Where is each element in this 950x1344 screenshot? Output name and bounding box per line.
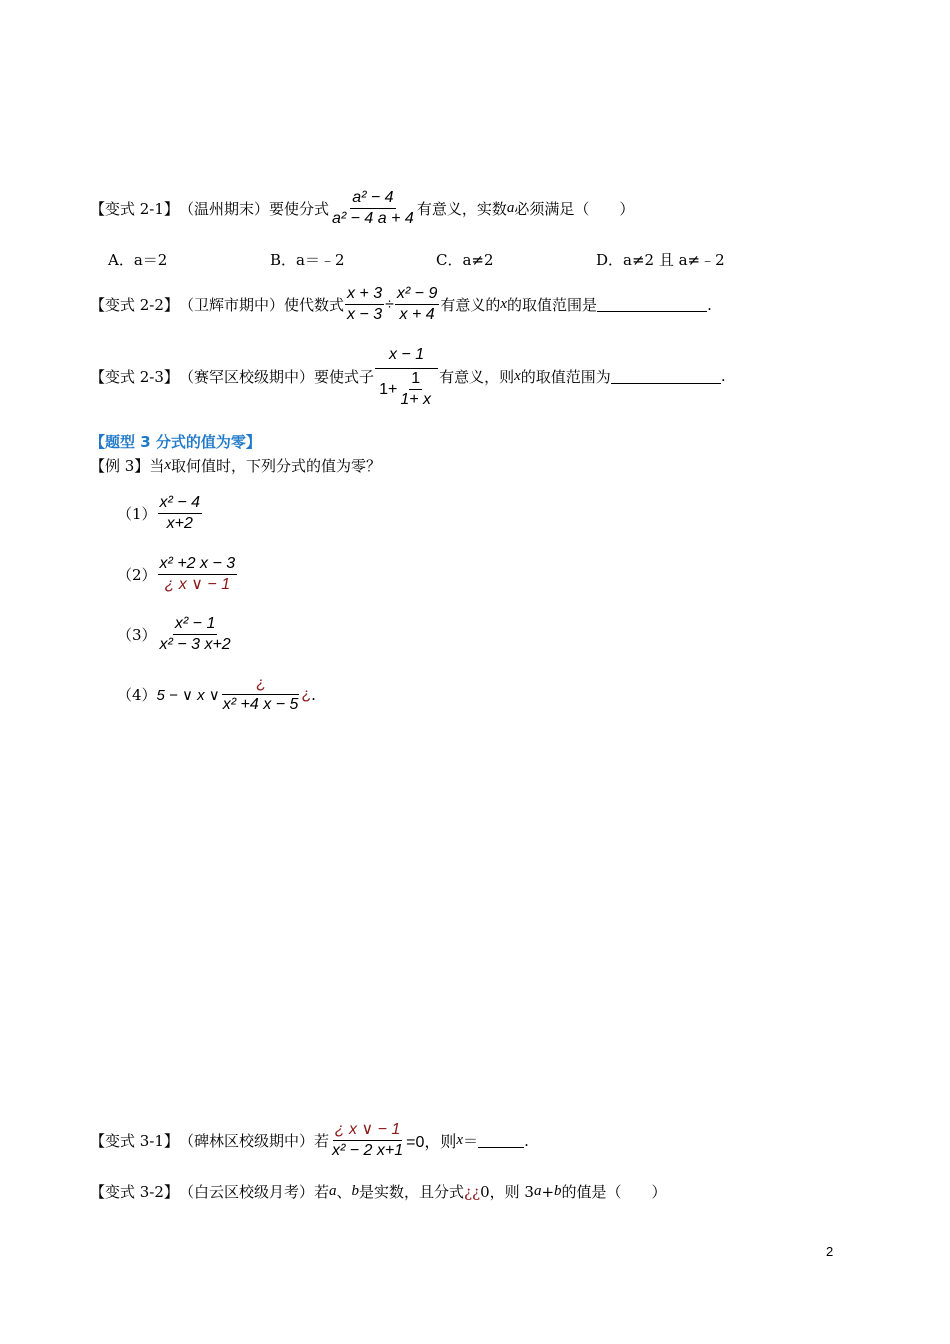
expression-lead: 5 − ∨ x ∨ [156,686,220,704]
numerator: x² − 4 [158,493,202,514]
question-text: 要使分式 [268,200,329,218]
example-3 [90,455,381,476]
period: . [524,1131,529,1150]
option-a-text: A．a＝2 [108,251,168,269]
fraction [158,614,233,655]
variant-label: 【变式 3-1】 [90,1132,179,1150]
plus-sign: + [541,1182,555,1201]
variable-b: b [351,1183,359,1199]
example-text: 当 [149,457,165,475]
denominator-lead: 1+ [379,380,398,398]
variant-3-2 [90,1181,667,1202]
source-note: （温州期末） [178,200,269,218]
example-label: 【例 3】 [90,457,150,475]
question-text: 0，则 3 [480,1183,534,1201]
numerator: x − 1 [375,342,438,369]
variable-a: a [328,1183,337,1199]
variant-label: 【变式 2-3】 [90,367,179,386]
source-note: （赛罕区校级期中） [178,367,314,386]
numerator: a² − 4 [350,188,395,209]
sub-question-4 [117,674,316,715]
denominator [377,369,436,410]
sub-label: （3） [117,626,157,644]
question-text: 必须满足（ ） [514,200,635,218]
divide-sign: ÷ [385,295,394,313]
variable-a: a [533,1183,542,1199]
denominator: x² − 2 x+1 [331,1142,404,1159]
denominator: x − 3 [346,306,383,323]
sub-question-1 [117,493,203,534]
variant-label: 【变式 3-2】 [90,1183,179,1201]
question-text: 若 [313,1132,329,1150]
option-d-text: D．a≠2 且 a≠﹣2 [596,251,725,269]
source-note: （白云区校级月考） [178,1183,314,1201]
period: . [707,295,712,314]
variant-label: 【变式 2-1】 [90,200,179,218]
question-text: 是实数，且分式 [358,1183,464,1201]
fraction [158,554,238,595]
numerator: ¿ x ∨ − 1 [333,1120,403,1141]
variant-3-1 [90,1120,529,1161]
sub-question-3 [117,614,234,655]
expression-tail: ¿ [301,685,312,703]
variant-2-3 [90,342,726,410]
question-text: 若 [313,1183,329,1201]
variable: x [456,1132,464,1148]
fraction [330,1120,405,1161]
sub-label: （1） [117,505,157,523]
denominator: x² − 3 x+2 [159,636,231,653]
question-text: 有意义的 [440,296,501,314]
answer-blank[interactable] [611,369,721,384]
inner-numerator: 1 [409,369,422,390]
sub-question-2 [117,554,238,595]
variable: x [164,457,171,473]
numerator: x² +2 x − 3 [158,554,238,575]
question-text: 的取值范围是 [507,296,598,314]
numerator: x + 3 [345,284,384,305]
numerator: x² − 1 [173,614,217,635]
fraction-1 [345,284,384,325]
fraction [221,674,301,715]
source-note: （卫辉市期中） [178,296,284,314]
separator: 、 [336,1183,352,1201]
fraction [330,188,416,229]
question-text: 使代数式 [283,296,344,314]
equation-text: =0，则 [406,1134,457,1151]
variable: a [506,200,515,216]
option-c [436,249,494,270]
answer-blank[interactable] [478,1133,524,1148]
variable: x [514,367,521,384]
option-d [596,249,725,270]
denominator: x² +4 x − 5 [222,696,299,713]
period: . [311,685,316,704]
answer-blank[interactable] [597,297,707,312]
fraction-2 [395,284,439,325]
variable-b: b [554,1183,562,1199]
denominator: a² − 4 a + 4 [331,210,414,227]
variant-2-2 [90,284,712,325]
equals: ＝ [463,1132,479,1150]
section-heading [90,431,261,452]
period: . [720,367,726,385]
section-heading-text: 【题型 3 分式的值为零】 [90,433,261,451]
numerator: x² − 9 [395,284,439,305]
source-note: （碑林区校级期中） [178,1132,314,1150]
denominator: x + 4 [399,306,435,323]
option-b-text: B．a＝﹣2 [270,251,345,269]
sub-label: （2） [117,566,157,584]
option-a [108,249,167,270]
page-number: 2 [826,1244,834,1259]
question-text: 有意义，则 [439,367,515,386]
denominator: x+2 [166,515,193,532]
sub-label: （4） [117,686,157,704]
denominator: ¿ x ∨ − 1 [164,576,231,593]
inner-denominator: 1+ x [400,391,431,408]
question-text: 有意义，实数 [416,200,507,218]
question-text: 要使式子 [313,367,374,386]
complex-fraction [375,342,438,410]
option-c-text: C．a≠2 [436,251,494,269]
inner-fraction [398,369,433,410]
fraction [158,493,202,534]
broken-formula: ¿¿ [464,1182,481,1201]
variant-label: 【变式 2-2】 [90,296,179,314]
question-text: 的取值范围为 [520,367,611,386]
option-b [270,249,345,270]
variant-2-1 [90,188,634,229]
variable: x [500,296,508,312]
question-text: 的值是（ ） [561,1183,667,1201]
numerator: ¿ [222,674,300,695]
example-text: 取何值时，下列分式的值为零？ [171,457,382,475]
